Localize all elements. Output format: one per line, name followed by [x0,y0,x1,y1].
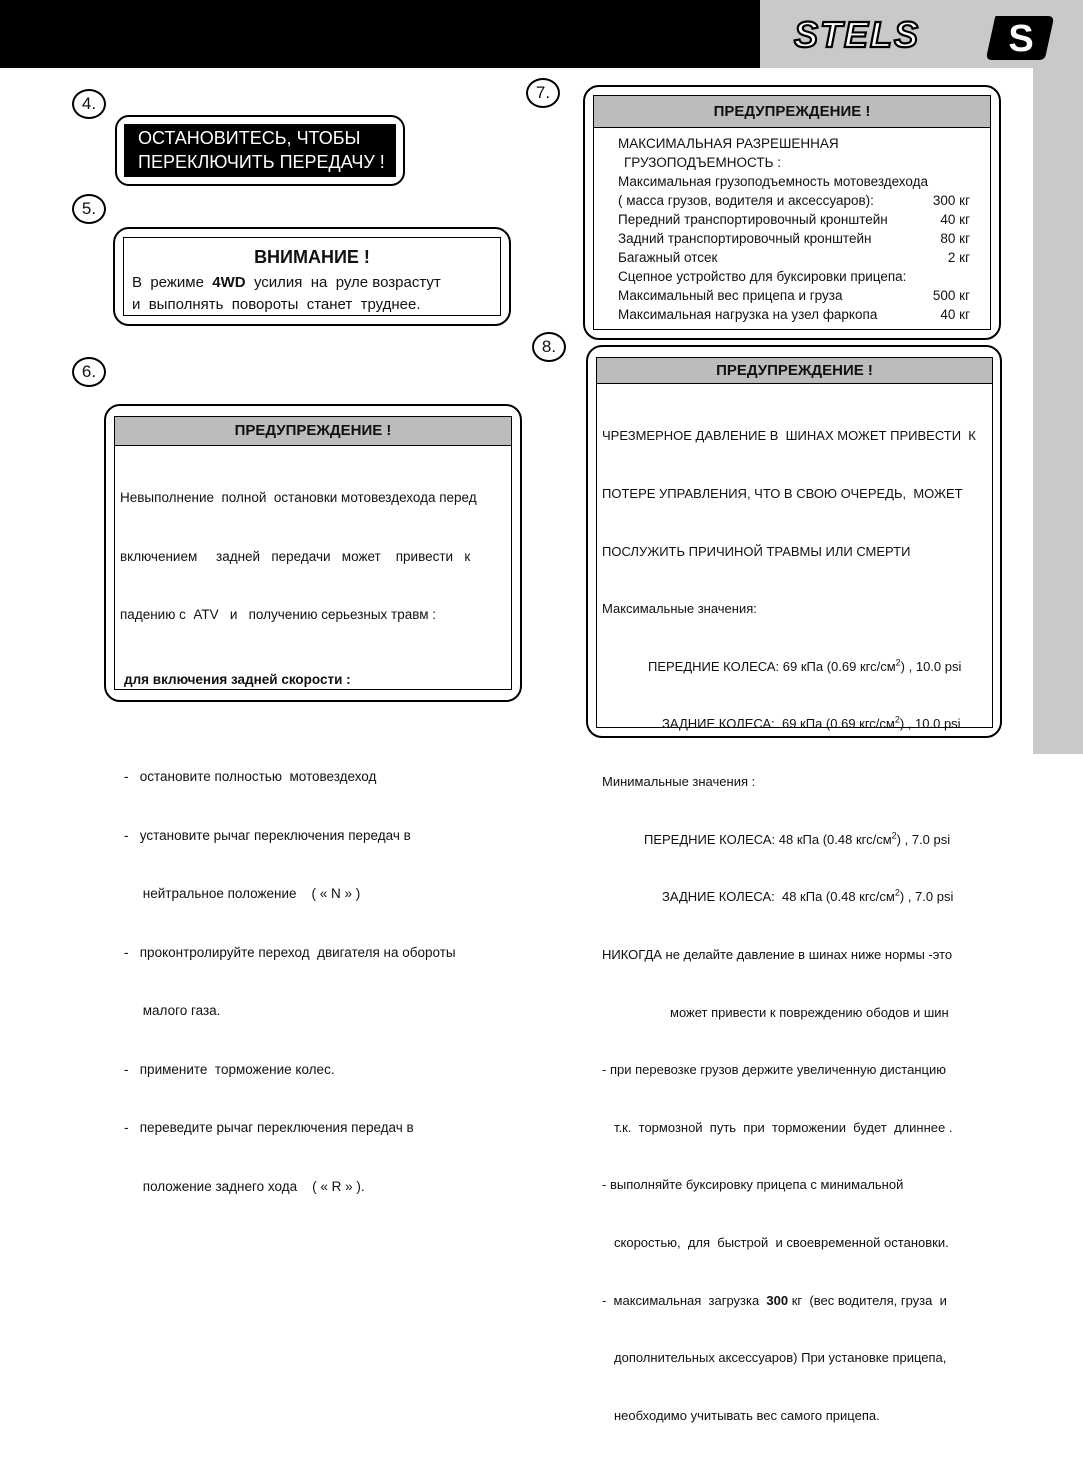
brand-s-icon [986,14,1056,62]
row-value: 40 кг [940,212,970,227]
label-8-title: ПРЕДУПРЕЖДЕНИЕ ! [597,358,992,384]
label-7-line-4: Сцепное устройство для буксировки прицепа: [618,269,907,284]
label-8-max-title: Максимальные значения: [602,601,757,617]
label-6-intro-3: падению с ATV и получению серьезных травм : [120,607,437,622]
label-6-panel [104,404,522,1194]
label-4-panel [115,115,405,186]
label-8-min-front [602,830,988,849]
label-8-min-title: Минимальные значения : [602,774,756,790]
label-8-panel [586,345,1002,1423]
label-6-step: - установите рычаг переключения передач в [124,827,411,843]
row-value: 500 кг [932,288,970,303]
superscript: 2 [891,830,897,841]
label-5-title: ВНИМАНИЕ ! [254,247,370,267]
label-5-text-1 [132,272,492,294]
superscript: 2 [894,715,900,726]
text: ) , 7.0 psi [899,889,954,905]
text: ЗАДНИЕ КОЛЕСА: 69 кПа (0.69 кгс/см [662,716,895,732]
text: кг (вес водителя, груза и [788,1292,947,1308]
label-6-step: - переведите рычаг переключения передач в [124,1120,414,1135]
label-6-step: малого газа. [124,1003,221,1018]
label-4-line-2: ПЕРЕКЛЮЧИТЬ ПЕРЕДАЧУ ! [138,152,385,172]
label-8-min-rear [602,887,988,906]
label-7-row [618,229,970,248]
brand-logo [790,14,980,54]
row-value: 40 кг [940,307,970,322]
label-8-body [597,384,992,1463]
text: ЗАДНИЕ КОЛЕСА: 48 кПа (0.48 кгс/см [662,889,895,905]
label-6-intro-2: включением задней передачи может привести к [120,548,471,564]
label-7-row [618,248,970,267]
label-8-bullet: - при перевозке грузов держите увеличенную дистанцию [602,1062,946,1078]
marker-7: 7. [526,78,560,108]
label-5-text-pre: В режиме [132,274,213,291]
label-8-bullet [602,1291,988,1310]
marker-6: 6. [72,357,106,387]
label-8-max-rear [602,714,988,733]
row-label: Передний транспортировочный кронштейн [618,212,888,227]
row-label: Багажный отсек [618,250,718,265]
label-4-box [124,124,396,177]
label-5-text-2: и выполнять повороты станет труднее. [132,296,421,313]
label-7-box [593,95,991,330]
max-load-value: 300 [766,1292,789,1308]
label-5-mode: 4WD [212,274,246,291]
marker-8: 8. [532,332,566,362]
label-8-line: ПОСЛУЖИТЬ ПРИЧИНОЙ ТРАВМЫ ИЛИ СМЕРТИ [602,543,911,559]
label-8-line: ПОТЕРЕ УПРАВЛЕНИЯ, ЧТО В СВОЮ ОЧЕРЕДЬ, МОЖЕТ [602,486,963,502]
row-label: Задний транспортировочный кронштейн [618,231,872,246]
label-6-intro-1: Невыполнение полной остановки мотовездехода перед [120,490,477,505]
label-8-bullet-cont: т.к. тормозной путь при торможении будет длиннее . [614,1119,953,1135]
row-value: 300 кг [932,193,970,208]
label-7-title: ПРЕДУПРЕЖДЕНИЕ ! [594,96,990,128]
brand-mark: S [1008,18,1034,60]
row-label: ( масса грузов, водителя и аксессуаров): [618,193,874,208]
row-label: Максимальный вес прицепа и груза [618,288,843,303]
label-4-line-1: ОСТАНОВИТЕСЬ, ЧТОБЫ [138,128,361,148]
label-8-line: ЧРЕЗМЕРНОЕ ДАВЛЕНИЕ В ШИНАХ МОЖЕТ ПРИВЕСТИ К [602,428,976,444]
label-7-body [594,128,990,324]
row-value: 80 кг [940,231,970,246]
label-6-step: - примените торможение колес. [124,1061,335,1077]
text: - максимальная загрузка [602,1292,767,1308]
header-bar [0,0,760,68]
marker-5: 5. [72,194,106,224]
label-8-bullet-cont: скоростью, для быстрой и своевременной остановки. [614,1234,949,1250]
label-8-bullet: - выполняйте буксировку прицепа с минимальной [602,1177,904,1193]
marker-4: 4. [72,89,106,119]
label-5-text-post: усилия на руле возрастут [245,274,441,291]
superscript: 2 [895,657,901,668]
label-8-box [596,357,993,1423]
label-7-line-1: МАКСИМАЛЬНАЯ РАЗРЕШЕННАЯ [618,136,839,151]
label-7-panel [583,85,1001,340]
text: ) , 10.0 psi [900,658,962,674]
label-8-never-1: НИКОГДА не делайте давление в шинах ниже нормы -это [602,946,953,962]
label-6-title: ПРЕДУПРЕЖДЕНИЕ ! [115,417,511,446]
side-tab [1033,68,1083,754]
label-8-never-2: может привести к повреждению ободов и шин [670,1004,949,1020]
label-7-line-2: ГРУЗОПОДЪЕМНОСТЬ : [624,155,781,170]
label-5-panel [113,227,511,326]
superscript: 2 [894,887,900,898]
label-6-step: - проконтролируйте переход двигателя на обороты [124,944,456,960]
text: ) , 7.0 psi [896,831,951,847]
label-8-bullet-cont: дополнительных аксессуаров) При установке прицепа, [614,1350,947,1366]
label-8-max-front [602,657,988,676]
label-7-row [618,210,970,229]
label-6-step: нейтральное положение ( « N » ) [124,886,361,901]
row-value: 2 кг [947,250,970,265]
label-6-subtitle: для включения задней скорости : [124,671,351,687]
label-7-row [618,305,970,324]
row-label: Максимальная нагрузка на узел фаркопа [618,307,878,322]
text: ПЕРЕДНИЕ КОЛЕСА: 48 кПа (0.48 кгс/см [644,831,892,847]
text: ПЕРЕДНИЕ КОЛЕСА: 69 кПа (0.69 кгс/см [648,658,896,674]
label-7-line-3: Максимальная грузоподъемность мотовездехода [618,174,929,189]
label-8-bullet-cont: необходимо учитывать вес самого прицепа. [614,1407,880,1423]
text: ) , 10.0 psi [899,716,961,732]
label-6-step: положение заднего хода ( « R » ). [124,1178,365,1194]
label-6-box [114,416,512,1194]
label-6-body [115,446,511,1274]
label-7-row [618,191,970,210]
label-7-row [618,286,970,305]
label-5-box [123,237,501,316]
label-6-step: - остановите полностью мотовездеход [124,769,377,784]
brand-text: STELS [794,14,921,54]
